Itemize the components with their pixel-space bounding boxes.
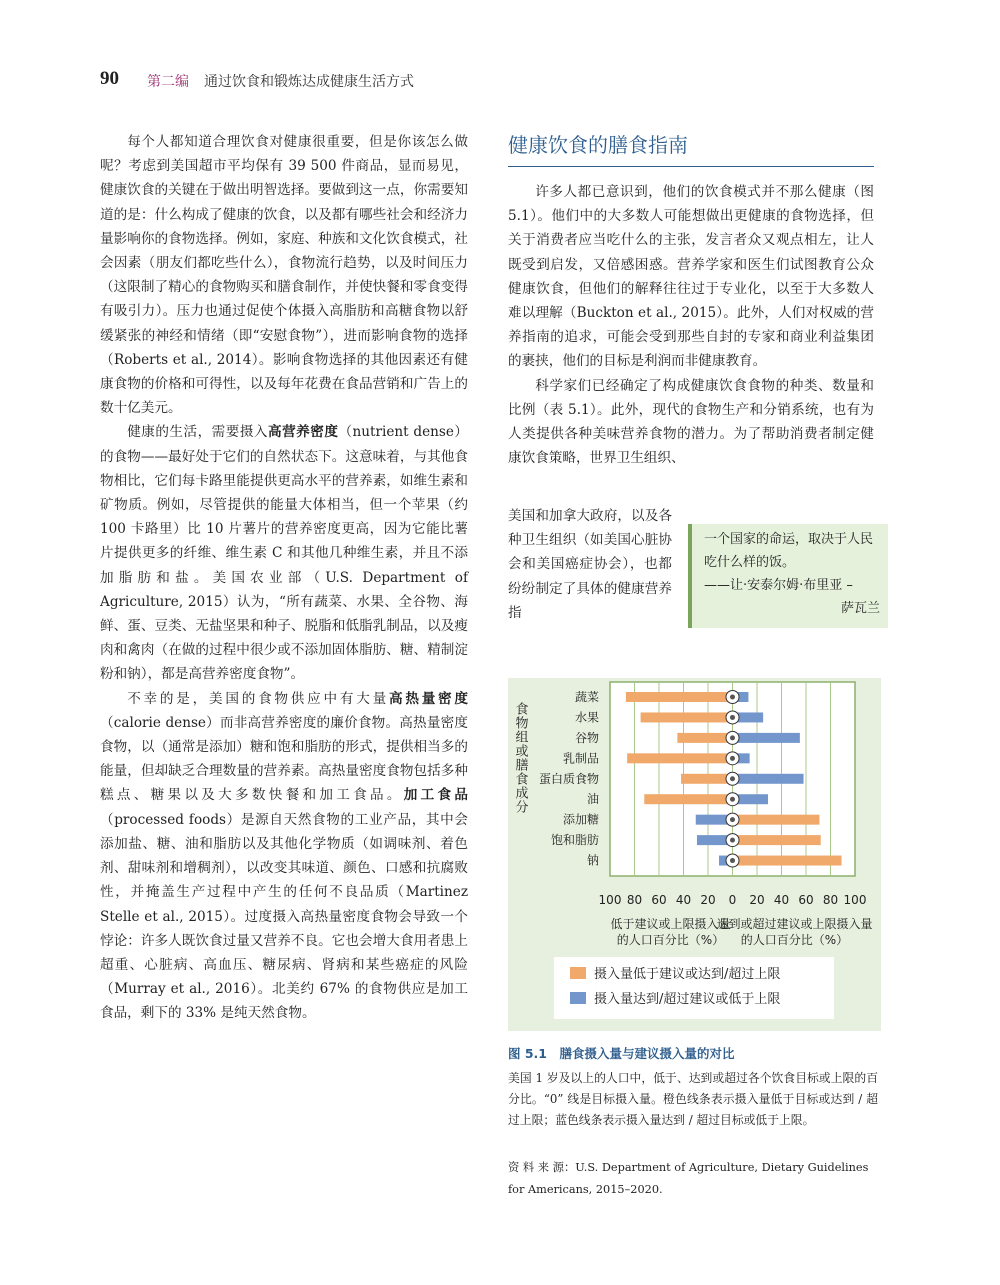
y-axis-label: 食物组或膳食成分 — [512, 702, 528, 814]
bar-orange — [626, 692, 733, 702]
text-run: 不幸的是，美国的食物供应中有大量 — [127, 690, 389, 707]
saturated-fat-icon-mark — [730, 838, 735, 843]
category-label: 乳制品 — [562, 751, 599, 766]
paragraph-guidelines: 许多人都已意识到，他们的饮食模式并不那么健康（图 5.1）。他们中的大多数人可能想做出更健康的食物选择，但关于消费者应当吃什么的主张，发言者众又观点相左，让人既受到启发，又倍感困惑。营养学家和医生们试图教育公众健康饮食，但他们的解释往往过于专业化，以至于大多数人难以理解（Buckton et al., 2015）。此外，人们对权威的营养指南的追求，可能会受到那些自封的专家和商业利益集团的裹挟，他们的目标是利润而非健康教育。 — [508, 184, 874, 370]
bar-orange — [733, 815, 820, 825]
left-column — [100, 130, 468, 1026]
right-column — [508, 180, 874, 470]
paragraph-food-choice: 每个人都知道合理饮食对健康很重要，但是你该怎么做呢？考虑到美国超市平均保有 39 500 件商品，显而易见，健康饮食的关键在于做出明智选择。要做到这一点，你需要知道的是：什么构成了健康的饮食，以及都有哪些社会和经济力量影响你的食物选择。例如，家庭、种族和文化饮食模式，社会因素（朋友们都吃些什么），食物流行趋势，以及时间压力（这限制了精心的食物购买和膳食制作，并使快餐和零食变得有吸引力）。压力也通过促使个体摄入高脂肪和高糖食物以舒缓紧张的神经和情绪（即“安慰食物”），进而影响食物的选择（Roberts et al., 2014）。影响食物选择的其他因素还有健康食物的价格和可得性，以及每年花费在食品营销和广告上的数十亿美元。 — [100, 134, 468, 417]
bar-orange — [627, 753, 732, 763]
category-label: 油 — [586, 792, 599, 807]
x-tick-label: 20 — [749, 893, 765, 907]
text-run: （processed foods）是源自天然食物的工业产品，其中会添加盐、糖、油和脂肪以及其他化学物质（如调味剂、着色剂、甜味剂和增稠剂），以改变其味道、颜色、口感和抗腐败性，并掩盖生产过程中产生的任何不良品质（Martinez Stelle et al., 2015）。过度摄入高热量密度食物会导致一个悖论：许多人既饮食过量又营养不良。它也会增大食用者患上超重、心脏病、高血压、糖尿病、肾病和某些癌症的风险（Murray et al., 2016）。北美约 67% 的食物供应是加工食品，剩下的 33% 是纯天然食物。 — [100, 811, 468, 1022]
category-label: 饱和脂肪 — [550, 833, 599, 848]
paragraph-calorie-dense — [100, 687, 468, 1026]
figure-caption-title: 图 5.1 膳食摄入量与建议摄入量的对比 — [508, 1046, 735, 1061]
x-tick-label: 100 — [843, 893, 867, 907]
bar-orange — [641, 712, 733, 722]
x-tick-label: 0 — [728, 893, 737, 907]
term-nutrient-dense: 高营养密度 — [268, 424, 339, 441]
category-label: 水果 — [574, 710, 599, 725]
text-run: 健康的生活，需要摄入 — [127, 424, 269, 441]
section-heading: 健康饮食的膳食指南 — [508, 128, 874, 167]
paragraph-nutrient-dense — [100, 420, 468, 686]
x-tick-label: 60 — [798, 893, 814, 907]
figure-source: 资 料 来 源：U.S. Department of Agriculture, Dietary Guidelines for Americans, 2015–2020. — [508, 1161, 869, 1196]
protein-icon-mark — [730, 776, 735, 781]
quote-attribution-name: 萨瓦兰 — [840, 601, 880, 616]
bar-orange — [733, 835, 821, 845]
grain-icon-mark — [730, 735, 735, 740]
x-tick-label: 20 — [700, 893, 716, 907]
legend-item-below — [570, 965, 780, 985]
x-tick-label: 80 — [626, 893, 643, 907]
x-axis-label-left: 低于建议或上限摄入量 — [610, 917, 731, 931]
bar-blue — [733, 733, 800, 743]
legend-item-meet — [570, 990, 780, 1010]
bar-orange — [677, 733, 732, 743]
dairy-icon-mark — [730, 756, 735, 761]
text-run: （nutrient dense）的食物——最好处于它们的自然状态下。这意味着，与其他食物相比，它们每卡路里能提供更高水平的营养素，如维生素和矿物质。例如，尽管提供的能量大体相当，但一个苹果（约 100 卡路里）比 10 片薯片的营养密度更高，因为它能比薯片提供更多的纤维、维生素 C 和其他几种维生素，并且不添加脂肪和盐。美国农业部（U.S. Department of Agriculture, 2015）认为，“所有蔬菜、水果、全谷物、海鲜、蛋、豆类、无盐坚果和种子、脱脂和低脂乳制品，以及瘦肉和禽肉（在做的过程中很少或不添加固体脂肪、糖、精制淀粉和钠），都是高营养密度食物”。 — [100, 424, 469, 683]
bar-blue — [733, 774, 804, 784]
quote-text: 一个国家的命运，取决于人民吃什么样的饭。 — [704, 532, 874, 570]
x-tick-label: 40 — [773, 893, 790, 907]
legend-swatch-blue — [570, 992, 586, 1004]
category-label: 蛋白质食物 — [538, 771, 599, 786]
term-calorie-dense: 高热量密度 — [388, 690, 469, 707]
chapter-title: 通过饮食和锻炼达成健康生活方式 — [204, 74, 414, 90]
quote-attribution: ——让·安泰尔姆·布里亚 – — [704, 578, 853, 593]
page-number: 90 — [100, 68, 119, 89]
sodium-icon-mark — [730, 858, 735, 863]
category-label: 钠 — [586, 853, 599, 868]
bar-orange — [681, 774, 732, 784]
added-sugar-icon-mark — [730, 817, 735, 822]
text-run: （calorie dense）而非高营养密度的廉价食物。高热量密度食物，以（通常是添加）糖和饱和脂肪的形式，提供相当多的能量，但却缺乏合理数量的营养素。高热量密度食物包括多种糕点、糖果以及大多数快餐和加工食品。 — [100, 714, 468, 804]
bar-orange — [733, 856, 842, 866]
term-processed-foods: 加工食品 — [403, 787, 469, 804]
oil-icon-mark — [730, 797, 735, 802]
chart-legend — [554, 957, 834, 1019]
x-tick-label: 80 — [822, 893, 839, 907]
x-axis-label-right-line2: 的人口百分比（%） — [740, 933, 849, 947]
bar-orange — [644, 794, 732, 804]
paragraph-continuation: 美国和加拿大政府，以及各种卫生组织（如美国心脏协会和美国癌症协会），也都纷纷制定了具体的健康营养指 — [508, 508, 672, 621]
category-label: 蔬菜 — [574, 690, 599, 704]
legend-label: 摄入量低于建议或达到/超过上限 — [594, 967, 781, 982]
category-label: 添加糖 — [562, 812, 599, 827]
figure-5-1 — [508, 678, 881, 1031]
legend-swatch-orange — [570, 967, 586, 979]
x-tick-label: 60 — [651, 893, 667, 907]
paragraph-scientists: 科学家们已经确定了构成健康饮食食物的种类、数量和比例（表 5.1）。此外，现代的食物生产和分销系统，也有为人类提供各种美味营养食物的潜力。为了帮助消费者制定健康饮食策略，世界卫生组织、 — [508, 377, 874, 467]
figure-caption-body: 美国 1 岁及以上的人口中，低于、达到或超过各个饮食目标或上限的百分比。“0” 线是目标摄入量。橙色线条表示摄入量低于目标或达到 / 超过上限；蓝色线条表示摄入量达到 / 超过目标或低于上限。 — [508, 1071, 878, 1127]
x-tick-label: 40 — [675, 893, 692, 907]
x-axis-label-left-line2: 的人口百分比（%） — [616, 933, 725, 947]
category-label: 谷物 — [574, 730, 599, 745]
part-label: 第二编 — [147, 74, 189, 90]
legend-label: 摄入量达到/超过建议或低于上限 — [594, 992, 781, 1007]
x-axis-label-right: 达到或超过建议或上限摄入量 — [716, 917, 873, 931]
fruit-icon-mark — [730, 715, 735, 720]
x-tick-label: 100 — [598, 893, 622, 907]
pull-quote — [688, 524, 888, 628]
vegetable-icon-mark — [730, 695, 735, 700]
running-header — [100, 68, 880, 98]
